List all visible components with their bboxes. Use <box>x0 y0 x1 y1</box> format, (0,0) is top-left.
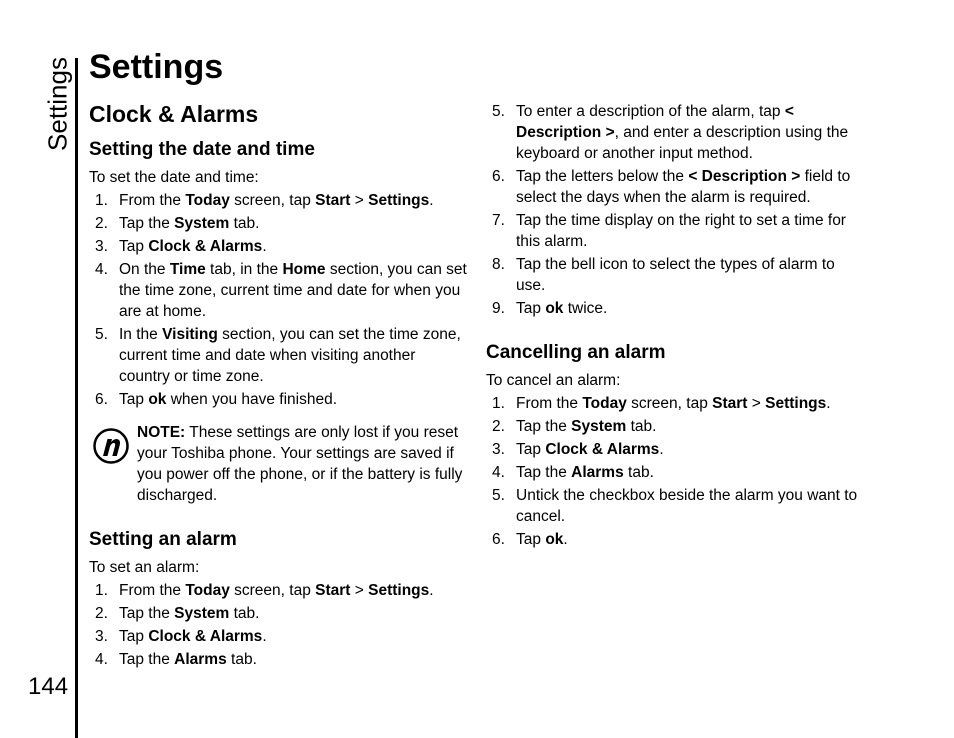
step-keyword: Today <box>185 192 230 209</box>
step-text: In the <box>119 326 163 343</box>
cancel-steps <box>486 393 866 550</box>
step-text: . <box>262 238 267 255</box>
list-item <box>89 236 469 257</box>
step-text: screen, tap <box>229 582 316 599</box>
list-item <box>486 298 866 319</box>
step-number: 6. <box>95 391 108 408</box>
step-text: From the <box>119 582 186 599</box>
step-number: 1. <box>95 582 108 599</box>
step-text: > <box>747 395 766 412</box>
cancel-heading: Cancelling an alarm <box>486 342 666 363</box>
step-number: 4. <box>95 261 108 278</box>
step-keyword: Settings <box>368 582 430 599</box>
step-text: > <box>350 582 369 599</box>
note-box <box>89 422 469 506</box>
step-keyword: Start <box>315 192 351 209</box>
step-text: Tap the <box>516 464 572 481</box>
cancel-intro: To cancel an alarm: <box>486 372 621 389</box>
step-text: To enter a description of the alarm, tap <box>516 103 785 120</box>
step-text: field to select the days when the alarm is required. <box>516 168 851 206</box>
step-text: Tap the bell icon to select the types of alarm to use. <box>516 256 835 294</box>
list-item <box>89 324 469 387</box>
note-icon <box>93 428 129 464</box>
step-keyword: Start <box>712 395 748 412</box>
step-number: 6. <box>492 168 505 185</box>
step-keyword: Alarms <box>174 651 227 668</box>
step-text: Tap <box>516 300 546 317</box>
step-text: . <box>262 628 267 645</box>
step-text: , and enter a description using the keyboard or another input method. <box>516 124 849 162</box>
list-item <box>89 580 469 601</box>
step-keyword: Start <box>315 582 351 599</box>
date-time-steps <box>89 190 469 410</box>
alarm-intro: To set an alarm: <box>89 559 200 576</box>
step-number: 2. <box>95 215 108 232</box>
step-number: 3. <box>95 238 108 255</box>
step-keyword: System <box>174 605 230 622</box>
step-text: Tap the <box>516 418 572 435</box>
step-keyword: Settings <box>368 192 430 209</box>
step-text: tab. <box>626 418 657 435</box>
step-keyword: Alarms <box>571 464 624 481</box>
step-keyword: Today <box>582 395 627 412</box>
list-item <box>89 190 469 211</box>
step-text: . <box>659 441 664 458</box>
step-text: . <box>429 582 434 599</box>
page-number: 144 <box>28 673 69 700</box>
step-number: 8. <box>492 256 505 273</box>
step-text: Tap the <box>119 215 175 232</box>
step-text: screen, tap <box>626 395 713 412</box>
step-keyword: ok <box>545 300 564 317</box>
step-text: . <box>826 395 831 412</box>
step-text: tab, in the <box>205 261 283 278</box>
list-item <box>89 259 469 322</box>
step-text: . <box>429 192 434 209</box>
margin-rule <box>75 58 78 738</box>
step-text: when you have finished. <box>166 391 338 408</box>
list-item <box>89 603 469 624</box>
step-text: tab. <box>229 605 260 622</box>
step-text: section, you can set the time zone, current time and date for when you are at home. <box>119 261 467 320</box>
step-number: 3. <box>492 441 505 458</box>
step-text: Tap <box>119 391 149 408</box>
step-number: 5. <box>492 487 505 504</box>
step-number: 3. <box>95 628 108 645</box>
step-text: Untick the checkbox beside the alarm you want to cancel. <box>516 487 858 525</box>
step-text: Tap the letters below the <box>516 168 689 185</box>
step-keyword: ok <box>148 391 167 408</box>
step-keyword: Home <box>282 261 326 278</box>
step-number: 1. <box>492 395 505 412</box>
date-time-intro: To set the date and time: <box>89 169 259 186</box>
step-number: 1. <box>95 192 108 209</box>
note-label: NOTE: <box>137 424 186 441</box>
step-text: tab. <box>226 651 257 668</box>
list-item <box>486 393 866 414</box>
step-text: Tap the <box>119 605 175 622</box>
step-text: Tap <box>119 238 149 255</box>
step-number: 9. <box>492 300 505 317</box>
step-text: Tap the <box>119 651 175 668</box>
step-number: 4. <box>95 651 108 668</box>
list-item <box>486 529 866 550</box>
step-number: 7. <box>492 212 505 229</box>
step-text: Tap <box>516 531 546 548</box>
list-item <box>486 254 866 296</box>
step-keyword: Visiting <box>162 326 218 343</box>
step-text: tab. <box>623 464 654 481</box>
list-item <box>486 101 866 164</box>
step-number: 2. <box>492 418 505 435</box>
step-text: On the <box>119 261 170 278</box>
alarm-steps-part2 <box>486 101 866 319</box>
step-number: 5. <box>492 103 505 120</box>
list-item <box>486 210 866 252</box>
date-time-heading: Setting the date and time <box>89 139 315 160</box>
side-section-label: Settings <box>42 57 73 151</box>
step-keyword: Settings <box>765 395 827 412</box>
step-number: 6. <box>492 531 505 548</box>
step-text: Tap the time display on the right to set a time for this alarm. <box>516 212 846 250</box>
step-keyword: < Description > <box>688 168 801 185</box>
step-keyword: System <box>571 418 627 435</box>
step-number: 4. <box>492 464 505 481</box>
step-keyword: Clock & Alarms <box>148 628 263 645</box>
page-title: Settings <box>89 48 224 86</box>
list-item <box>89 649 469 670</box>
step-keyword: Today <box>185 582 230 599</box>
right-column <box>486 101 866 552</box>
step-text: screen, tap <box>229 192 316 209</box>
step-text: tab. <box>229 215 260 232</box>
step-text: Tap <box>119 628 149 645</box>
step-text: Tap <box>516 441 546 458</box>
section-title: Clock & Alarms <box>89 101 259 127</box>
step-keyword: Time <box>169 261 206 278</box>
step-text: section, you can set the time zone, current time and date when visiting another country or time zone. <box>119 326 461 385</box>
list-item <box>486 462 866 483</box>
alarm-steps-part1 <box>89 580 469 670</box>
alarm-heading: Setting an alarm <box>89 529 237 550</box>
list-item <box>486 485 866 527</box>
step-text: From the <box>516 395 583 412</box>
note-text <box>137 422 469 506</box>
step-keyword: Clock & Alarms <box>148 238 263 255</box>
left-column <box>89 100 469 672</box>
note-body: These settings are only lost if you reset your Toshiba phone. Your settings are saved if you power off the phone, or if the battery is fully discharged. <box>137 424 463 504</box>
step-keyword: Clock & Alarms <box>545 441 660 458</box>
step-keyword: ok <box>545 531 564 548</box>
list-item <box>486 166 866 208</box>
step-text: From the <box>119 192 186 209</box>
step-text: twice. <box>563 300 608 317</box>
step-keyword: < Description > <box>516 103 794 141</box>
list-item <box>89 389 469 410</box>
step-text: > <box>350 192 369 209</box>
step-keyword: System <box>174 215 230 232</box>
list-item <box>89 626 469 647</box>
step-number: 5. <box>95 326 108 343</box>
step-number: 2. <box>95 605 108 622</box>
list-item <box>486 439 866 460</box>
step-text: . <box>563 531 568 548</box>
list-item <box>89 213 469 234</box>
list-item <box>486 416 866 437</box>
